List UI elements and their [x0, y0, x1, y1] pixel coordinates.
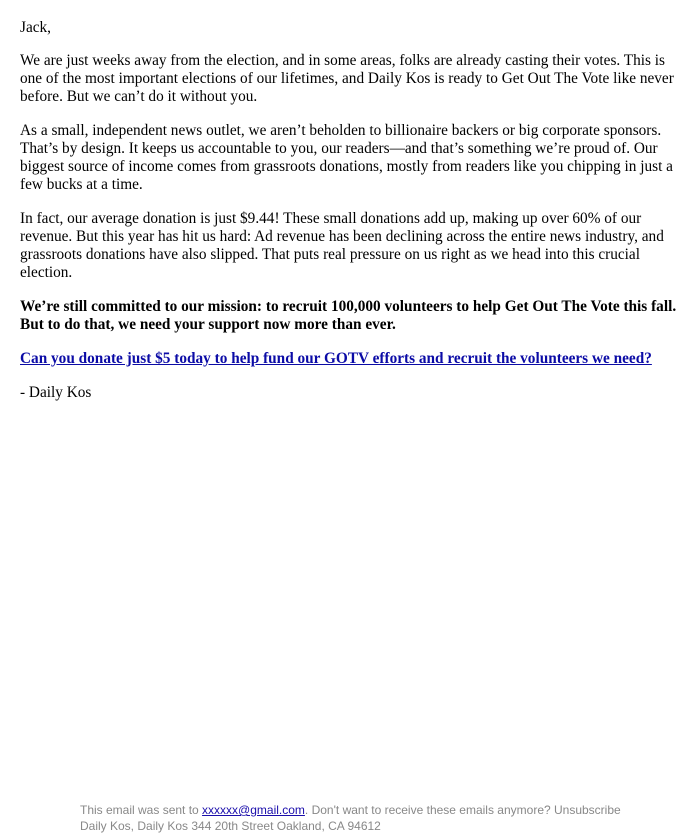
mission-statement: We’re still committed to our mission: to recruit 100,000 volunteers to help Get Out The Vote this fall. But to do that, we need your support now more than ever. — [20, 298, 677, 333]
signature: - Daily Kos — [20, 384, 92, 401]
email-body — [20, 19, 684, 418]
footer-sent-to-prefix: This email was sent to — [80, 803, 203, 817]
greeting: Jack, — [20, 19, 52, 36]
paragraph-election: We are just weeks away from the election, and in some areas, folks are already casting their votes. This is one of the most important elections of our lifetimes, and Daily Kos is ready to Get Out The Vote like never before. But we can’t do it without you. — [20, 52, 674, 105]
footer-sent-to-line — [80, 802, 680, 818]
email-footer — [80, 802, 680, 834]
cta-paragraph — [20, 350, 684, 368]
unsubscribe-text[interactable]: . Don't want to receive these emails anymore? Unsubscribe — [304, 803, 621, 817]
donate-link[interactable]: Can you donate just $5 today to help fund our GOTV efforts and recruit the volunteers we need? — [20, 350, 652, 367]
paragraph-independent: As a small, independent news outlet, we aren’t beholden to billionaire backers or big corporate sponsors. That’s by design. It keeps us accountable to you, our readers—and that’s something we’re proud of. Our biggest source of income comes from grassroots donations, mostly from readers like you chipping in just a few bucks at a time. — [20, 122, 673, 193]
recipient-email-link[interactable]: xxxxxx@gmail.com — [202, 803, 305, 817]
footer-address: Daily Kos, Daily Kos 344 20th Street Oakland, CA 94612 — [80, 819, 381, 833]
paragraph-donations: In fact, our average donation is just $9.44! These small donations add up, making up over 60% of our revenue. But this year has hit us hard: Ad revenue has been declining across the entire news industry, and grassroots donations have also slipped. That puts real pressure on us right as we head into this crucial election. — [20, 210, 664, 281]
